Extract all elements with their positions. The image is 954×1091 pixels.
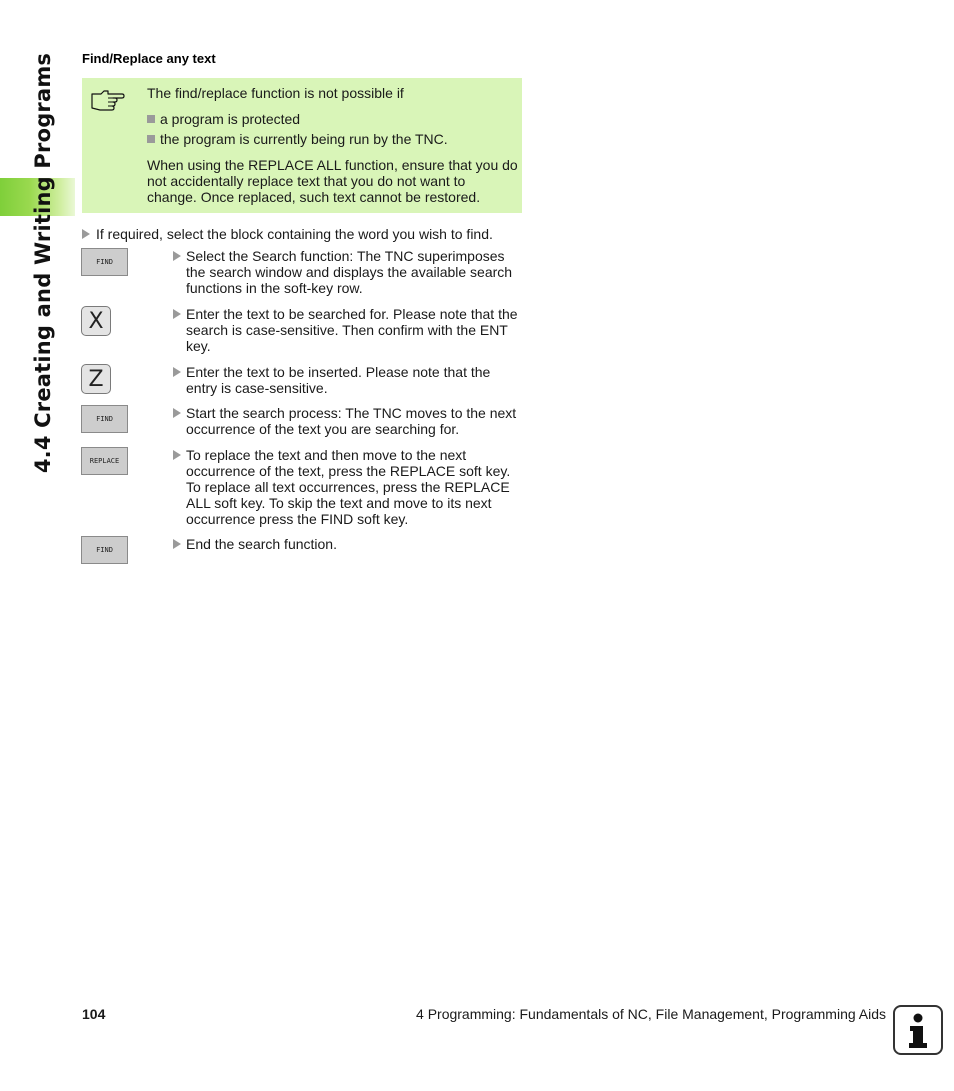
step-arrow-icon <box>173 309 181 319</box>
note-intro: The find/replace function is not possible if <box>147 85 404 101</box>
note-text <box>147 85 519 215</box>
step-arrow-icon <box>173 539 181 549</box>
pointing-hand-icon <box>91 88 125 112</box>
note-warning: When using the REPLACE ALL function, ensure that you do not accidentally replace text that you do not want to change. Once replaced, such text cannot be restored. <box>147 157 518 205</box>
note-bullets <box>147 111 519 147</box>
info-icon[interactable] <box>893 1005 943 1055</box>
step-arrow-icon <box>173 450 181 460</box>
step-text: To replace the text and then move to the next occurrence of the text, press the REPLACE soft key. To replace all text occurrences, press the REPLACE ALL soft key. To skip the text and move to its next occurrence press the FIND soft key. <box>186 447 511 527</box>
bullet-square-icon <box>147 115 155 123</box>
section-heading: Find/Replace any text <box>82 51 216 66</box>
bullet-square-icon <box>147 135 155 143</box>
note-box <box>82 78 522 213</box>
step-arrow-icon <box>173 251 181 261</box>
list-item: a program is protected <box>147 111 519 127</box>
step-text: End the search function. <box>186 536 337 552</box>
find-softkey[interactable]: FIND <box>81 405 128 433</box>
step-text: Enter the text to be searched for. Please note that the search is case-sensitive. Then confirm with the ENT key. <box>186 306 518 354</box>
z-key[interactable]: Z <box>81 364 111 394</box>
step-arrow-icon <box>82 229 90 239</box>
x-key[interactable]: X <box>81 306 111 336</box>
chapter-side-title: 4.4 Creating and Writing Programs <box>31 52 56 473</box>
find-softkey[interactable]: FIND <box>81 248 128 276</box>
replace-softkey[interactable]: REPLACE <box>81 447 128 475</box>
step-arrow-icon <box>173 367 181 377</box>
step-text: Start the search process: The TNC moves to the next occurrence of the text you are searching for. <box>186 405 517 437</box>
list-item: the program is currently being run by the TNC. <box>147 131 519 147</box>
step-arrow-icon <box>173 408 181 418</box>
step-text: Select the Search function: The TNC superimposes the search window and displays the available search functions in the soft-key row. <box>186 248 513 296</box>
info-glyph-icon <box>895 1007 941 1053</box>
intro-step: If required, select the block containing the word you wish to find. <box>82 226 493 242</box>
step-text: Enter the text to be inserted. Please note that the entry is case-sensitive. <box>186 364 491 396</box>
chapter-footer: 4 Programming: Fundamentals of NC, File Management, Programming Aids <box>416 1006 886 1022</box>
find-softkey[interactable]: FIND <box>81 536 128 564</box>
page-number: 104 <box>82 1006 106 1022</box>
